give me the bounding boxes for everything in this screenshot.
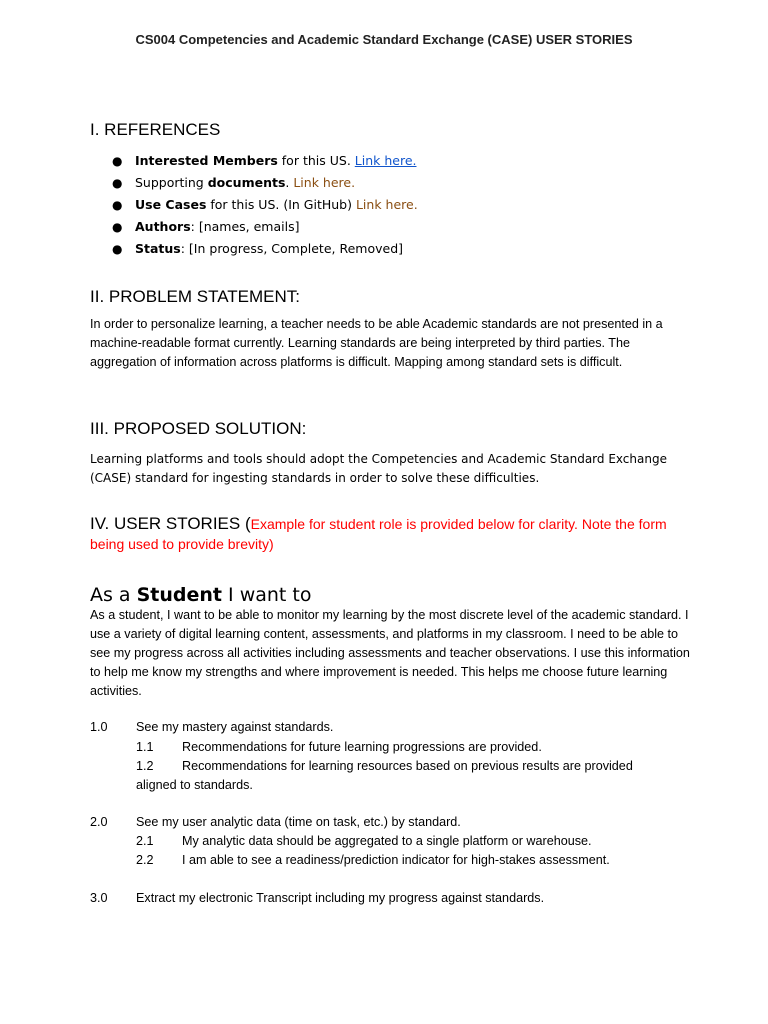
ref-label: documents [207,175,286,190]
page-header: CS004 Competencies and Academic Standard Exchange (CASE) USER STORIES [135,32,633,47]
use-cases-link[interactable]: Link here. [355,197,418,212]
story-item: 1.0 See my mastery against standards. [90,720,334,734]
solution-body: Learning platforms and tools should adopt the Competencies and Academic Standard Exchange (CASE) standard for ingesting standards in order to solve these difficulties. [90,452,667,485]
ref-label: Authors [135,219,191,234]
ref-label: Status [135,241,181,256]
reference-item: ● Authors: [names, emails] [112,219,300,234]
story-item: 2.1 My analytic data should be aggregated to a single platform or warehouse. [136,834,592,848]
reference-item: ● Status: [In progress, Complete, Removed] [112,241,404,256]
reference-item: ● Interested Members for this US. Link here. [112,153,417,168]
role-heading: As a Student I want to [90,584,312,606]
references-list [112,150,418,260]
story-item: 2.0 See my user analytic data (time on task, etc.) by standard. [90,815,461,829]
story-item: 1.2 Recommendations for learning resources based on previous results are provided [136,759,633,773]
reference-item: ● Supporting documents. Link here. [112,175,356,190]
references-heading: I. REFERENCES [90,120,221,139]
user-stories-heading: IV. USER STORIES (Example for student role is provided below for clarity. Note the form being used to provide brevity) [90,514,667,552]
story-item-continuation: aligned to standards. [136,778,253,792]
user-stories-note: Example for student role is provided below for clarity. Note the form being used to provide brevity) [90,516,667,552]
problem-body: In order to personalize learning, a teacher needs to be able Academic standards are not presented in a machine-readable format currently. Learning standards are being interpreted by third parties. The aggregation of information across platforms is difficult. Mapping among standard sets is difficult. [90,317,663,369]
role-name: Student [136,584,223,606]
solution-heading: III. PROPOSED SOLUTION: [90,419,307,438]
ref-label: Interested Members [135,153,278,168]
problem-heading: II. PROBLEM STATEMENT: [90,287,301,306]
ref-label: Use Cases [135,197,207,212]
interested-members-link[interactable]: Link here. [354,153,417,168]
story-item: 1.1 Recommendations for future learning progressions are provided. [136,740,542,754]
story-item: 3.0 Extract my electronic Transcript including my progress against standards. [90,891,545,905]
story-item: 2.2 I am able to see a readiness/prediction indicator for high-stakes assessment. [136,853,610,867]
reference-item: ● Use Cases for this US. (In GitHub) Link here. [112,197,418,212]
documents-link[interactable]: Link here. [293,175,356,190]
student-intro: As a student, I want to be able to monitor my learning by the most discrete level of the academic standard. I use a variety of digital learning content, assessments, and platforms in my classroom. I need to be able to see my progress across all activities including assessments and teacher observations. I use this information to help me know my strengths and where improvement is needed. This helps me choose future learning activities. [90,608,690,698]
